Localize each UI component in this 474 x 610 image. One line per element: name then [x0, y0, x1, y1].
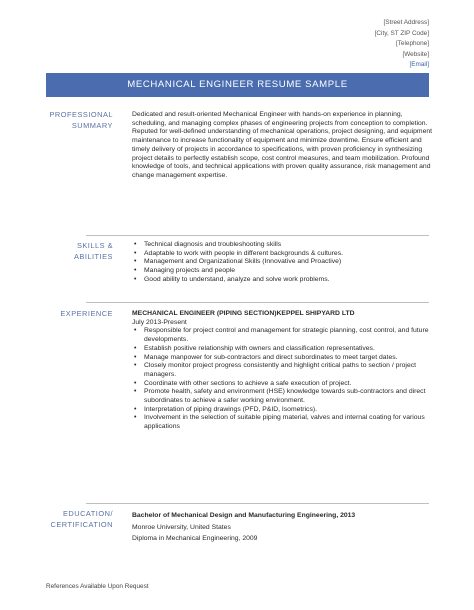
skills-list	[132, 241, 432, 285]
list-item: • Technical diagnosis and troubleshooting skills	[132, 241, 432, 250]
email: [Email]	[409, 61, 429, 68]
contact-block	[375, 18, 429, 71]
references-note: References Available Upon Request	[46, 583, 149, 590]
divider-1	[86, 235, 429, 236]
experience-list	[132, 327, 432, 431]
list-item: • Management and Organizational Skills (Innovative and Proactive)	[132, 258, 432, 267]
divider-3	[86, 503, 429, 504]
list-item: • Promote health, safety and environment (HSE) knowledge towards sub-contractors and direct subordinates to achieve a safer working environment.	[132, 388, 432, 405]
street-address: [Street Address]	[383, 19, 429, 26]
website: [Website]	[402, 50, 429, 58]
experience-label: EXPERIENCE	[60, 309, 113, 318]
list-item: • Interpretation of piping drawings (PFD, P&ID, Isometrics).	[132, 406, 432, 415]
list-item: • Good ability to understand, analyze and solve work problems.	[132, 276, 432, 285]
city-state-zip: [City, ST ZIP Code]	[374, 29, 429, 37]
school: Monroe University, United States	[132, 523, 231, 531]
summary-text: Dedicated and result-oriented Mechanical Engineer with hands-on experience in planning, scheduling, and managing complex phases of engineering projects from conception to completion. Reputed for well-defined understanding of mechanical operations, project designing, and equipment maintenance to increase functionality of equipment and minimize downtime. Ensure efficient and timely delivery of projects in accordance to specifications, with proven proficiency in synthesizing project details to perfectly establish scope, cost control measures, and team mobilization. Profound knowledge of tools, and technical applications with proven quality assurance, risk management and change management expertise.	[132, 111, 433, 179]
list-item: • Manage manpower for sub-contractors and direct subordinates to meet target dates.	[132, 354, 432, 363]
list-item: • Establish positive relationship with owners and classification representatives.	[132, 345, 432, 354]
education-content	[132, 510, 432, 545]
summary-label: PROFESSIONAL SUMMARY	[49, 110, 113, 130]
list-item: • Responsible for project control and management for strategic planning, cost control, and future developments.	[132, 327, 432, 344]
skills-label: SKILLS & ABILITIES	[73, 241, 113, 261]
list-item: • Closely monitor project progress consistently and highlight critical paths to section / project managers.	[132, 362, 432, 379]
list-item: • Adaptable to work with people in different backgrounds & cultures.	[132, 250, 432, 259]
experience-content	[132, 310, 432, 432]
job-title: MECHANICAL ENGINEER (PIPING SECTION)KEPPEL SHIPYARD LTD	[132, 310, 355, 317]
telephone: [Telephone]	[395, 40, 429, 47]
list-item: • Coordinate with other sections to achieve a safe execution of project.	[132, 380, 432, 389]
education-label: EDUCATION/ CERTIFICATION	[50, 509, 113, 529]
resume-title-banner: MECHANICAL ENGINEER RESUME SAMPLE	[46, 73, 429, 97]
degree: Bachelor of Mechanical Design and Manufacturing Engineering, 2013	[132, 512, 356, 519]
divider-2	[86, 302, 429, 303]
list-item: • Involvement in the selection of suitable piping material, valves and internal coating for various applications	[132, 414, 432, 431]
diploma: Diploma in Mechanical Engineering, 2009	[132, 535, 258, 542]
list-item: • Managing projects and people	[132, 267, 432, 276]
job-dates: July 2013-Present	[132, 318, 187, 326]
